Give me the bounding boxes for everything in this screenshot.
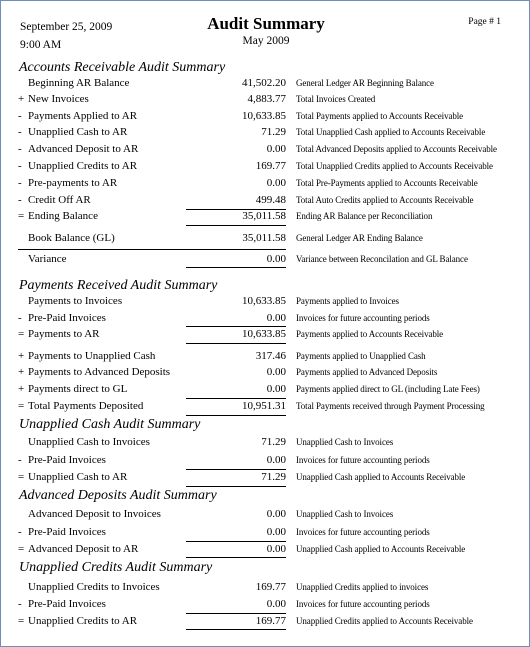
row-sign: -: [18, 177, 22, 189]
row-description: Payments applied direct to GL (including Late Fees): [296, 384, 480, 394]
row-value: 35,011.58: [242, 232, 286, 244]
row-description: Payments applied to Invoices: [296, 296, 399, 306]
pay-row-direct-gl: [1, 382, 530, 398]
row-description: General Ledger AR Beginning Balance: [296, 78, 434, 88]
total-rule: [186, 267, 286, 268]
ad-row-to-ar: [1, 542, 530, 558]
row-description: Payments applied to Accounts Receivable: [296, 329, 444, 339]
row-sign: =: [18, 400, 25, 412]
ad-row-to-invoices: [1, 507, 530, 523]
row-sign: -: [18, 143, 22, 155]
row-sign: -: [18, 454, 22, 466]
ar-row-new-invoices: [1, 92, 530, 108]
ar-row-prepayments: [1, 176, 530, 192]
row-value: 0.00: [266, 454, 286, 466]
report-period: May 2009: [242, 35, 290, 47]
section-title-advanced-deposits: Advanced Deposits Audit Summary: [19, 488, 217, 503]
ar-row-ending-balance: [1, 209, 530, 225]
row-label: Pre-Paid Invoices: [28, 454, 106, 466]
row-label: Unapplied Credits to AR: [28, 160, 138, 172]
row-label: Payments to Unapplied Cash: [28, 350, 156, 362]
row-value: 169.77: [255, 615, 286, 627]
row-label: Ending Balance: [28, 210, 98, 222]
row-label: New Invoices: [28, 93, 89, 105]
variance-rule: [18, 249, 286, 250]
row-value: 169.77: [255, 160, 286, 172]
row-label: Pre-Paid Invoices: [28, 526, 106, 538]
report-date: September 25, 2009: [20, 21, 113, 33]
row-value: 0.00: [266, 383, 286, 395]
row-sign: +: [18, 93, 25, 105]
row-description: Variance between Reconcilation and GL Balance: [296, 254, 468, 264]
row-description: Total Invoices Created: [296, 94, 376, 104]
pay-row-prepaid: [1, 311, 530, 327]
row-sign: =: [18, 210, 25, 222]
row-value: 0.00: [266, 366, 286, 378]
row-label: Advanced Deposit to Invoices: [28, 508, 161, 520]
row-value: 35,011.58: [242, 210, 286, 222]
row-description: Unapplied Cash applied to Accounts Receivable: [296, 544, 466, 554]
row-label: Payments direct to GL: [28, 383, 128, 395]
total-rule: [186, 343, 286, 344]
total-rule: [186, 486, 286, 487]
row-description: Total Unapplied Cash applied to Accounts Receivable: [296, 127, 486, 137]
row-description: Invoices for future accounting periods: [296, 527, 430, 537]
row-description: Total Payments applied to Accounts Receivable: [296, 111, 464, 121]
row-description: Payments applied to Advanced Deposits: [296, 367, 438, 377]
pay-row-unapplied-cash: [1, 349, 530, 365]
row-label: Payments to Advanced Deposits: [28, 366, 171, 378]
row-description: Unapplied Credits applied to invoices: [296, 582, 429, 592]
row-label: Credit Off AR: [28, 194, 91, 206]
row-sign: +: [18, 350, 25, 362]
ucr-row-to-invoices: [1, 580, 530, 596]
row-value: 169.77: [255, 581, 286, 593]
row-value: 0.00: [266, 253, 286, 265]
row-description: Invoices for future accounting periods: [296, 313, 430, 323]
row-label: Pre-Paid Invoices: [28, 312, 106, 324]
total-rule: [186, 629, 286, 630]
pay-row-advanced-deposits: [1, 365, 530, 381]
row-sign: =: [18, 328, 25, 340]
row-value: 10,633.85: [242, 110, 286, 122]
row-label: Advanced Deposit to AR: [28, 543, 139, 555]
ar-row-unapplied-credits: [1, 159, 530, 175]
row-description: Unapplied Cash to Invoices: [296, 437, 394, 447]
uc-row-to-ar: [1, 470, 530, 486]
row-value: 0.00: [266, 143, 286, 155]
row-description: Unapplied Credits applied to Accounts Receivable: [296, 616, 473, 626]
section-title-unapplied-credits: Unapplied Credits Audit Summary: [19, 560, 213, 575]
row-label: Pre-Paid Invoices: [28, 598, 106, 610]
total-rule: [186, 415, 286, 416]
row-description: Total Pre-Payments applied to Accounts Receivable: [296, 178, 478, 188]
row-description: General Ledger AR Ending Balance: [296, 233, 423, 243]
ar-row-variance: [1, 252, 530, 268]
row-sign: =: [18, 615, 25, 627]
ar-row-unapplied-cash: [1, 125, 530, 141]
row-sign: -: [18, 194, 22, 206]
ucr-row-prepaid: [1, 597, 530, 613]
row-sign: -: [18, 160, 22, 172]
ar-row-advanced-deposit: [1, 142, 530, 158]
row-value: 10,951.31: [242, 400, 286, 412]
row-value: 10,633.85: [242, 295, 286, 307]
ad-row-prepaid: [1, 525, 530, 541]
row-value: 10,633.85: [242, 328, 286, 340]
row-label: Unapplied Cash to Invoices: [28, 436, 150, 448]
uc-row-prepaid: [1, 453, 530, 469]
row-label: Unapplied Cash to AR: [28, 126, 128, 138]
row-value: 71.29: [261, 126, 286, 138]
row-sign: +: [18, 383, 25, 395]
row-value: 0.00: [266, 177, 286, 189]
row-label: Payments Applied to AR: [28, 110, 138, 122]
row-label: Book Balance (GL): [28, 232, 115, 244]
ar-row-credit-off: [1, 193, 530, 209]
row-sign: +: [18, 366, 25, 378]
page-number: Page # 1: [468, 17, 501, 27]
row-value: 71.29: [261, 471, 286, 483]
row-value: 0.00: [266, 508, 286, 520]
row-description: Total Unapplied Credits applied to Accounts Receivable: [296, 161, 493, 171]
row-sign: -: [18, 526, 22, 538]
row-label: Beginning AR Balance: [28, 77, 130, 89]
row-label: Total Payments Deposited: [28, 400, 144, 412]
report-time: 9:00 AM: [20, 39, 62, 51]
total-rule: [186, 225, 286, 226]
row-label: Pre-payments to AR: [28, 177, 118, 189]
section-title-ar: Accounts Receivable Audit Summary: [19, 60, 226, 75]
row-description: Total Payments received through Payment Processing: [296, 401, 485, 411]
row-label: Unapplied Credits to AR: [28, 615, 138, 627]
row-value: 71.29: [261, 436, 286, 448]
row-label: Payments to AR: [28, 328, 100, 340]
section-title-payments: Payments Received Audit Summary: [19, 278, 218, 293]
section-title-unapplied-cash: Unapplied Cash Audit Summary: [19, 417, 201, 432]
pay-row-total-deposited: [1, 399, 530, 415]
row-value: 499.48: [255, 194, 286, 206]
row-label: Payments to Invoices: [28, 295, 123, 307]
row-description: Ending AR Balance per Reconciliation: [296, 211, 433, 221]
pay-row-to-invoices: [1, 294, 530, 310]
row-sign: -: [18, 598, 22, 610]
row-description: Total Advanced Deposits applied to Accounts Receivable: [296, 144, 497, 154]
row-description: Total Auto Credits applied to Accounts Receivable: [296, 195, 474, 205]
row-description: Invoices for future accounting periods: [296, 455, 430, 465]
row-description: Unapplied Cash to Invoices: [296, 509, 394, 519]
row-sign: =: [18, 543, 25, 555]
row-sign: -: [18, 110, 22, 122]
row-value: 0.00: [266, 543, 286, 555]
total-rule: [186, 557, 286, 558]
row-label: Advanced Deposit to AR: [28, 143, 139, 155]
row-sign: -: [18, 126, 22, 138]
row-value: 4,883.77: [247, 93, 286, 105]
row-description: Unapplied Cash applied to Accounts Receivable: [296, 472, 466, 482]
row-description: Invoices for future accounting periods: [296, 599, 430, 609]
row-value: 0.00: [266, 598, 286, 610]
row-sign: =: [18, 471, 25, 483]
row-description: Payments applied to Unapplied Cash: [296, 351, 426, 361]
row-value: 41,502.20: [242, 77, 286, 89]
ucr-row-to-ar: [1, 614, 530, 630]
ar-row-payments-applied: [1, 109, 530, 125]
ar-row-book-balance: [1, 231, 530, 247]
ar-row-beginning-balance: [1, 76, 530, 92]
pay-row-to-ar: [1, 327, 530, 343]
uc-row-to-invoices: [1, 435, 530, 451]
row-label: Unapplied Credits to Invoices: [28, 581, 160, 593]
row-value: 0.00: [266, 312, 286, 324]
report-title: Audit Summary: [207, 14, 325, 33]
row-value: 317.46: [255, 350, 286, 362]
row-sign: -: [18, 312, 22, 324]
row-value: 0.00: [266, 526, 286, 538]
row-label: Unapplied Cash to AR: [28, 471, 128, 483]
row-label: Variance: [28, 253, 67, 265]
